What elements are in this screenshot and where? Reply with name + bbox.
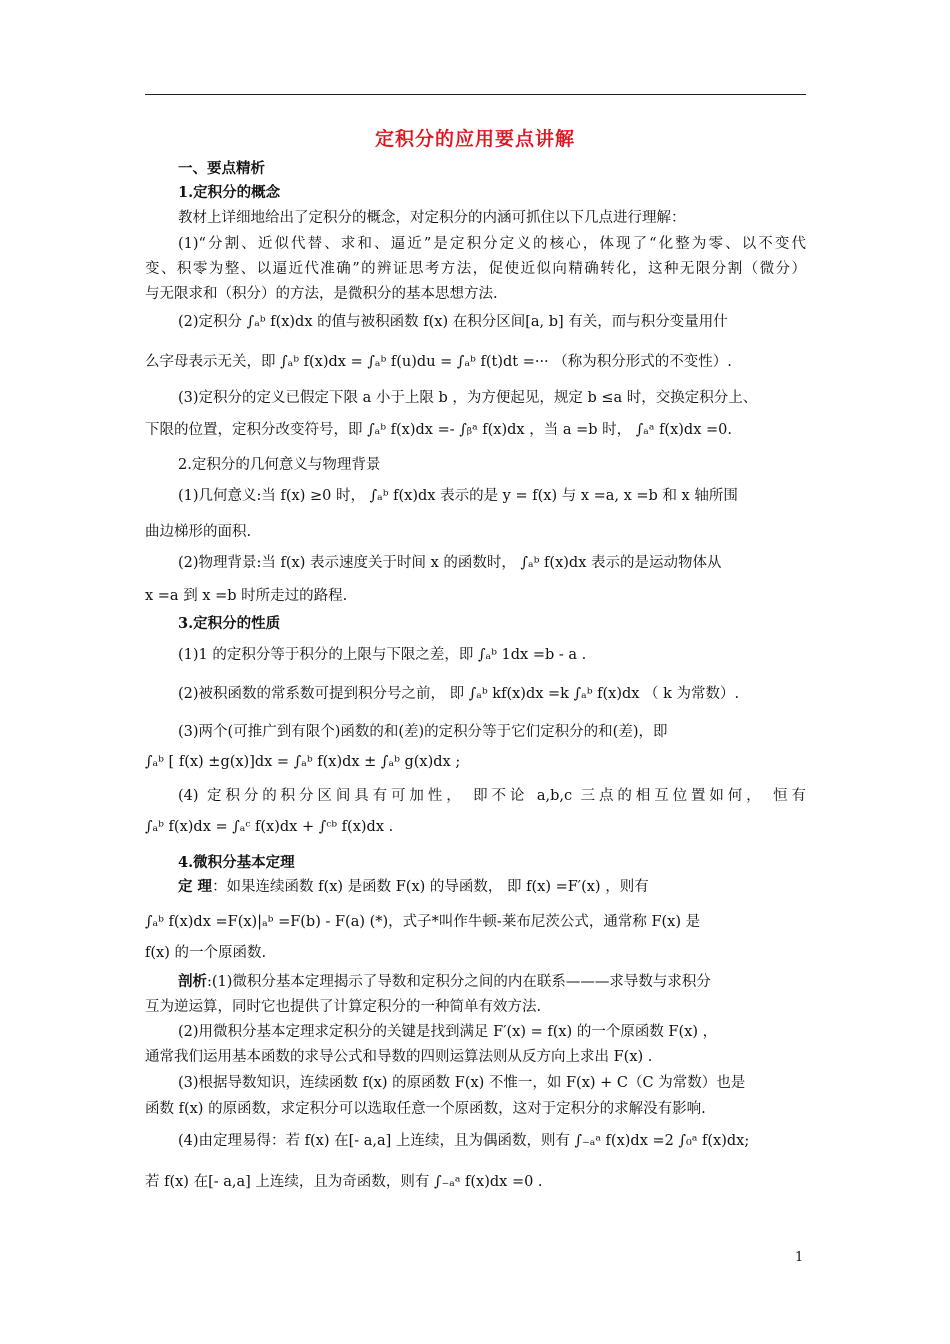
paragraph-line: 函数 f(x) 的原函数，求定积分可以选取任意一个原函数，这对于定积分的求解没有影响. (145, 1101, 706, 1117)
formula-line: (1)几何意义:当 f(x) ≥0 时， ∫ₐᵇ f(x)dx 表示的是 y = f(x) 与 x =a, x =b 和 x 轴所围 (178, 488, 738, 504)
formula-line: 下限的位置，定积分改变符号，即 ∫ₐᵇ f(x)dx =- ∫ᵦᵃ f(x)dx ，当 a =b 时， ∫ₐᵃ f(x)dx =0. (145, 422, 732, 438)
paragraph-line: (3)两个(可推广到有限个)函数的和(差)的定积分等于它们定积分的和(差)，即 (178, 724, 668, 740)
formula-line: 么字母表示无关，即 ∫ₐᵇ f(x)dx = ∫ₐᵇ f(u)du = ∫ₐᵇ f(t)dt =··· （称为积分形式的不变性）. (145, 354, 732, 370)
paragraph-line: (3)定积分的定义已假定下限 a 小于上限 b ，为方便起见，规定 b ≤a 时，交换定积分上、 (178, 390, 758, 406)
paragraph-intro: 教材上详细地给出了定积分的概念，对定积分的内涵可抓住以下几点进行理解： (178, 210, 686, 226)
paragraph-line: (4) 定积分的积分区间具有可加性， 即不论 a,b,c 三点的相互位置如何， 恒有 (178, 788, 806, 804)
paragraph-line: (2)定积分 ∫ₐᵇ f(x)dx 的值与被积函数 f(x) 在积分区间[a, b] 有关，而与积分变量用什 (178, 314, 728, 330)
paragraph-line: 互为逆运算，同时它也提供了计算定积分的一种简单有效方法. (145, 999, 542, 1015)
formula-line: 若 f(x) 在[- a,a] 上连续，且为奇函数，则有 ∫₋ₐᵃ f(x)dx =0 . (145, 1174, 543, 1190)
formula-line: ∫ₐᵇ f(x)dx =F(x)|ₐᵇ =F(b) - F(a) (*)，式子*叫作牛顿-莱布尼茨公式，通常称 F(x) 是 (145, 914, 701, 930)
theorem-label: 定 理 (178, 878, 213, 895)
theorem-text: ：如果连续函数 f(x) 是函数 F(x) 的导函数， 即 f(x) =F′(x) ，则有 (212, 879, 649, 895)
paragraph-line: 曲边梯形的面积. (145, 524, 252, 540)
formula-line: (3)根据导数知识，连续函数 f(x) 的原函数 F(x) 不惟一，如 F(x) + C（C 为常数）也是 (178, 1075, 746, 1091)
analysis-label: 剖析 (178, 973, 207, 990)
formula-line: ∫ₐᵇ [ f(x) ±g(x)]dx = ∫ₐᵇ f(x)dx ± ∫ₐᵇ g(x)dx ; (145, 754, 461, 770)
header-rule (145, 94, 806, 95)
subsection-heading-properties: 3.定积分的性质 (178, 615, 281, 632)
formula-line: ∫ₐᵇ f(x)dx = ∫ₐᶜ f(x)dx + ∫ᶜᵇ f(x)dx . (145, 819, 394, 835)
paragraph-line: x =a 到 x =b 时所走过的路程. (145, 588, 348, 604)
paragraph-line: f(x) 的一个原函数. (145, 945, 267, 961)
formula-line: (1)1 的定积分等于积分的上限与下限之差，即 ∫ₐᵇ 1dx =b - a . (178, 647, 587, 663)
formula-line: (2)被积函数的常系数可提到积分号之前， 即 ∫ₐᵇ kf(x)dx =k ∫ₐᵇ f(x)dx （ k 为常数）. (178, 686, 740, 702)
paragraph-line: 与无限求和（积分）的方法，是微积分的基本思想方法. (145, 286, 498, 302)
page-title: 定积分的应用要点讲解 (374, 128, 575, 150)
formula-line: (2)物理背景:当 f(x) 表示速度关于时间 x 的函数时， ∫ₐᵇ f(x)dx 表示的是运动物体从 (178, 555, 722, 571)
paragraph-line: 变、积零为整、以逼近代准确”的辨证思考方法，促使近似向精确转化，这种无限分割（微分） (145, 261, 806, 277)
formula-line: (4)由定理易得：若 f(x) 在[- a,a] 上连续，且为偶函数，则有 ∫₋ₐᵃ f(x)dx =2 ∫₀ᵃ f(x)dx; (178, 1133, 750, 1149)
page-number: 1 (795, 1250, 804, 1265)
subsection-heading-geometry: 2.定积分的几何意义与物理背景 (178, 457, 381, 473)
analysis-text: :(1)微积分基本定理揭示了导数和定积分之间的内在联系———求导数与求积分 (207, 974, 711, 990)
subsection-heading-theorem: 4.微积分基本定理 (178, 854, 295, 871)
paragraph-line (178, 972, 806, 992)
formula-line: (2)用微积分基本定理求定积分的关键是找到满足 F′(x) = f(x) 的一个原函数 F(x) ， (178, 1024, 718, 1040)
subsection-heading-concept: 1.定积分的概念 (178, 184, 281, 201)
formula-line: 通常我们运用基本函数的求导公式和导数的四则运算法则从反方向上求出 F(x) . (145, 1049, 653, 1065)
section-heading-1: 一、要点精析 (178, 160, 265, 177)
paragraph-line (178, 877, 806, 897)
paragraph-line: (1)“分割、近似代替、求和、逼近”是定积分定义的核心，体现了“化整为零、以不变代 (178, 236, 806, 252)
